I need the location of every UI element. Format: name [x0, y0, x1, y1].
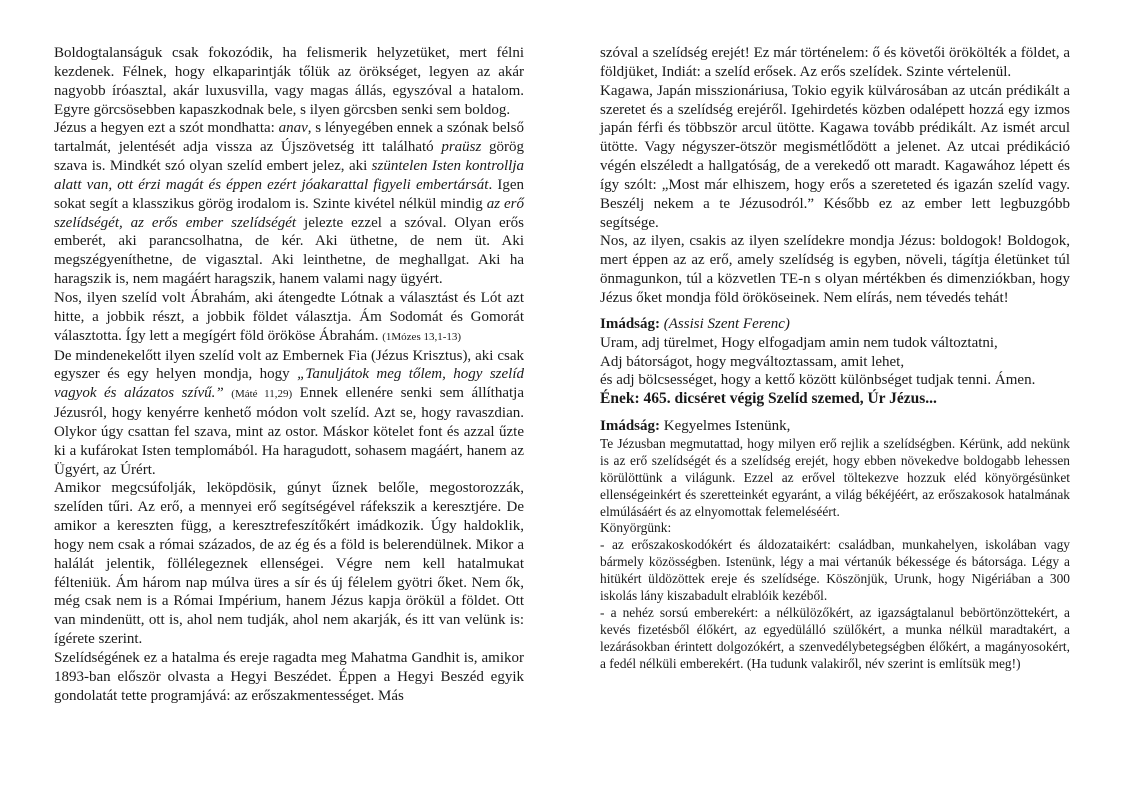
paragraph: szóval a szelídség erejét! Ez már történelem: ő és követői örökölték a földet, a földjüket, Indiát: a szelíd erősek. Az erős szelídek. Szinte vértelenül.: [600, 45, 1070, 80]
emphasis: praüsz: [441, 139, 482, 156]
prayer-heading: [600, 417, 1070, 436]
paragraph: Nos, az ilyen, csakis az ilyen szelídekre mondja Jézus: boldogok! Boldogok, mert éppen az az erő, amely szelídség is egyben, növeli, tágítja életünket túl önmagunkon, túl a közvetlen TE-n s olyan mértékben és dimenziókban, hogy Jézus őket mondja föld örököseinek. Nem elírás, nem tévedés tehát!: [600, 233, 1070, 306]
text: Ennek ellenére senki sem állíthatja Jézusról, hogy kenyérre kenhető módon volt szelíd. Azt se, hogy ravaszdian. Olykor úgy csattan fel szava, mint az ostor. Máskor kötelet font és azzal űzte ki a kufárokat Isten templomából. Ha haragudott, sohasem magáért, hanem az Ügyért, az Úrért.: [54, 385, 524, 478]
bible-reference: (1Mózes 13,1-13): [382, 330, 462, 343]
paragraph: Amikor megcsúfolják, leköpdösik, gúnyt űznek belőle, megostorozzák, szelíden tűri. Az erő, a mennyei erő segítségével ráfekszik a keresztjére. De amikor a kereszten függ, a keresztrefeszítőkért imádkozik. Úgy haldoklik, hogy nem csak a római százados, de az ég és a föld is belerendülnek. Mikor a halálát jelentik, föllélegeznek ellenségei. Végre nem kell hatalmukat félteniük. Ám három nap múlva üres a sír és új félelem gyötri őket. Nem ők, még csak nem is a Római Impérium, hanem Jézus kapja örökül a földet. Ott van mindenütt, ott is, ahol nem tudják, ahol nem akarják, és itt van velünk is: ígérete szerint.: [54, 480, 524, 648]
paragraph: Boldogtalanságuk csak fokozódik, ha felismerik helyzetüket, mert félni kezdenek. Félnek, hogy elkaparintják tőlük az örökséget, legyen az akár nagyobb íróasztal, akár luxusvilla, vagy magas állás, egyszóval a hatalom. Egyre görcsösebben kapaszkodnak bele, s ilyen görcsben senki sem boldog.: [54, 45, 524, 118]
prayer-francis: [600, 315, 1070, 390]
emphasis: az erő szelídségét, az erős ember szelídségét: [54, 195, 524, 231]
prayer-line: Uram, adj türelmet, Hogy elfogadjam amin nem tudok változtatni,: [600, 334, 998, 351]
text: De mindenekelőtt ilyen szelíd volt az Embernek Fia (Jézus Krisztus), aki csak egyszer és egy helyen mondja, hogy: [54, 347, 524, 383]
quote: „Tanuljátok meg tőlem, hogy szelíd vagyok és alázatos szívű.”: [54, 366, 525, 402]
prayer-author: (Assisi Szent Ferenc): [663, 315, 790, 332]
prayer-label: Imádság:: [600, 315, 661, 332]
text: jelezte ezzel a szóval. Olyan erős emberét, aki parancsolhatna, de kér. Aki üthetne, de nem üt. Aki megszégyeníthetne, de vigasztal. Aki leinthetne, de meghallgat. Aki ha haragszik is, nem magáért haragszik, hanem valami nagy ügyért.: [54, 214, 524, 288]
emphasis: anav: [278, 120, 308, 137]
paragraph: [54, 119, 524, 289]
right-column: [600, 44, 1070, 673]
text: Jézus a hegyen ezt a szót mondhatta:: [54, 120, 279, 137]
paragraph: Szelídségének ez a hatalma és ereje ragadta meg Mahatma Gandhit is, amikor 1893-ban először olvasta a Hegyi Beszédet. Éppen a Hegyi Beszéd egyik gondolatát tette programjává: az erőszakmentességet. Más: [54, 650, 524, 704]
text: . Igen sokat segít a klasszikus görög irodalom is. Szinte kivétel nélkül mindig: [54, 176, 524, 212]
text: , s lényegében ennek a szónak belső tartalmát, jelentését adja vissza az Újszövetség itt található: [54, 120, 524, 156]
song-heading: Ének: 465. dicséret végig Szelíd szemed, Úr Jézus...: [600, 390, 937, 408]
paragraph: [54, 289, 524, 347]
paragraph: - az erőszakoskodókért és áldozataikért: családban, munkahelyen, iskolában vagy bármely közösségben. Istenünk, légy a mai vértanúk békessége és bátorsága. Légy a hitükért üldözöttek ereje és szelídsége. Köszönjük, Urunk, hogy Nigériában a 300 iskolás lány kiszabadult elrablóik kezéből.: [600, 537, 1070, 604]
prayer-body: [600, 436, 1070, 673]
prayer-heading: [600, 315, 1070, 334]
paragraph: Kagawa, Japán misszionáriusa, Tokio egyik külvárosában az utcán prédikált a szeretet és a szelídség erejéről. Igehirdetés közben odalépett hozzá egy izmos japán férfi és többször arcul ütötte. Kagawa tovább prédikált. Az ismét arcul ütötte. Vagy négyszer-ötször megismétlődött a jelenet. Az utcai prédikáció végén elszéledt a hallgatóság, de a verekedő ott maradt. Kagawához lépett és így szólt: „Most már elhiszem, hogy erős a szereteted és igazán szelíd vagy. Beszélj nekem a te Jézusodról.” Később ez az ember lett legbuzgóbb segítsége.: [600, 82, 1070, 231]
prayer-opening: Kegyelmes Istenünk,: [660, 418, 791, 435]
emphasis: szüntelen Isten kontrollja alatt van, ott érzi magát és éppen ezért jóakarattal figyeli embertársát: [54, 158, 525, 193]
prayer-line: Adj bátorságot, hogy megváltoztassam, amit lehet,: [600, 353, 905, 370]
text: görög szava is. Mindkét szó olyan szelíd embert jelez, aki: [54, 139, 524, 175]
prayer-intercession: [600, 417, 1070, 673]
text: Nos, ilyen szelíd volt Ábrahám, aki átengedte Lótnak a választást és Lót azt hitte, a jobbik részt, a jobbik földet választja. Ám Sodomát és Gomorát választotta. Így lett a megígért föld örököse Ábrahám.: [54, 289, 524, 344]
prayer-label: Imádság:: [600, 418, 661, 435]
paragraph: Könyörgünk:: [600, 520, 672, 536]
paragraph: Te Jézusban megmutattad, hogy milyen erő rejlik a szelídségben. Kérünk, add nekünk is az erő szelídségét és a szelídség erejét, hogy ebben növekedve boldogabb lehessen körülöttünk a világunk. Ezzel az erővel töltekezve hozzuk eléd könyörgésünket ellenségeinkért és szeretteinkét egyaránt, a világ békéjéért, az erőszakosok hatalmának elmúlásáért és az elnyomottak felemeléséért.: [600, 435, 1070, 519]
paragraph: - a nehéz sorsú emberekért: a nélkülözőkért, az igazságtalanul bebörtönzöttekért, a kevés fizetésből élőkért, az egyedülálló szülőkért, a munka nélkül maradtakért, a lezárásokban érintett dolgozókért, a szenvedélybetegségben élőkért, a magányosokért, a fedél nélküli emberekért. (Ha tudunk valakiről, név szerint is említsük meg!): [600, 604, 1070, 671]
bible-reference: (Máté 11,29): [231, 388, 293, 401]
prayer-line: és adj bölcsességet, hogy a kettő között különbséget tudjak tenni. Ámen.: [600, 372, 1036, 389]
paragraph: [54, 347, 524, 480]
left-column: [54, 44, 524, 706]
